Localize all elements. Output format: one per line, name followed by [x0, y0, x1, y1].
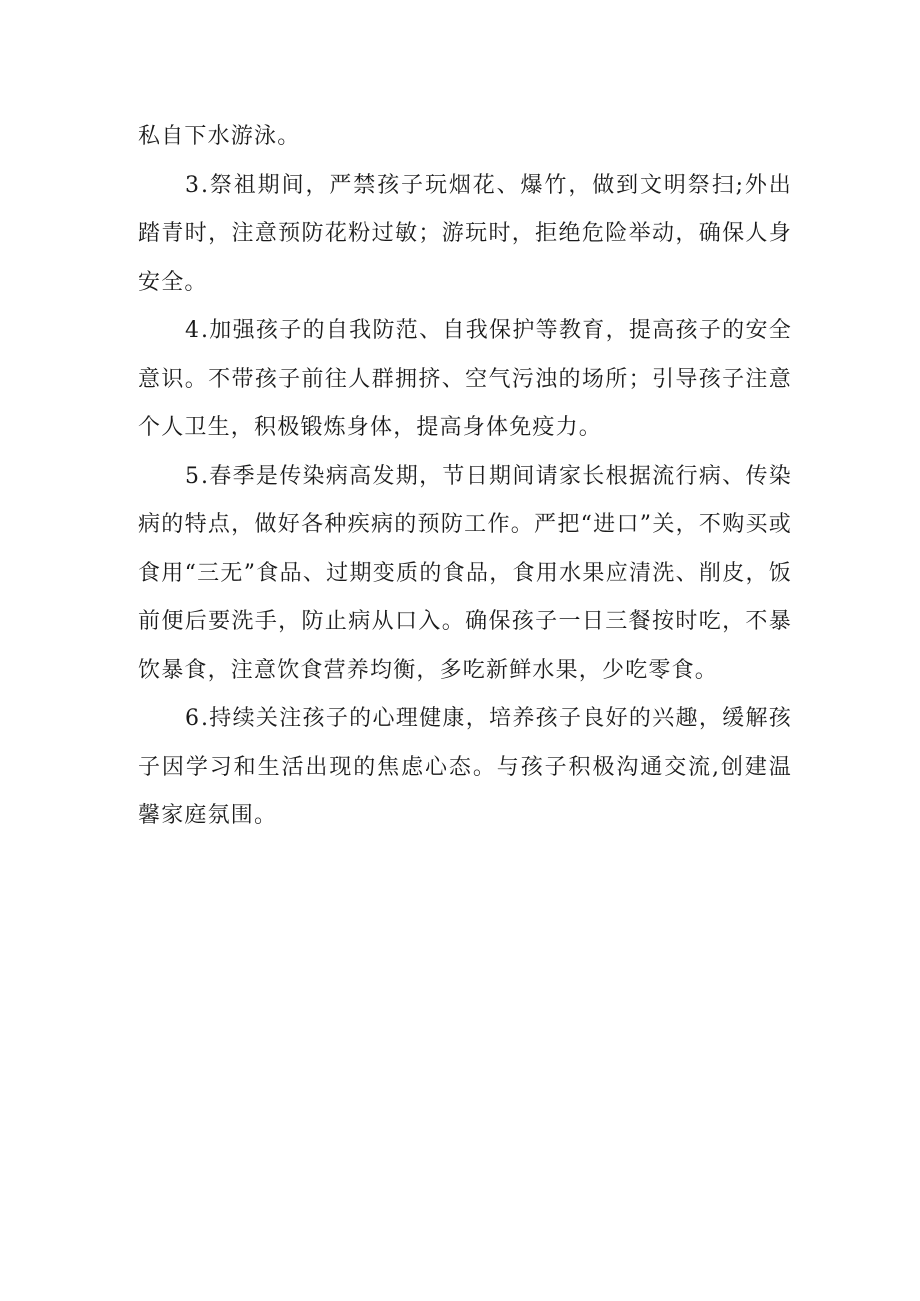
- item-number: 3: [185, 172, 201, 198]
- paragraph-text: .春季是传染病高发期，节日期间请家长根据流行病、传染病的特点，做好各种疾病的预防工作。严把“进口”关，不购买或食用“三无”食品、过期变质的食品，食用水果应清洗、削皮，饭前便后要洗手，防止病从口入。确保孩子一日三餐按时吃，不暴饮暴食，注意饮食营养均衡，多吃新鲜水果，少吃零食。: [138, 463, 792, 683]
- item-number: 6: [185, 706, 201, 731]
- document-body: [138, 113, 792, 841]
- paragraph-item-5: [138, 453, 792, 696]
- paragraph-text: .祭祖期间，严禁孩子玩烟花、爆竹，做到文明祭扫;外出踏青时，注意预防花粉过敏；游玩时，拒绝危险举动，确保人身安全。: [138, 172, 792, 295]
- paragraph-item-6: [138, 695, 792, 841]
- paragraph-item-4: [138, 307, 792, 453]
- paragraph-text: 私自下水游泳。: [138, 124, 301, 149]
- item-number: 5: [185, 463, 201, 489]
- item-number: 4: [185, 318, 201, 343]
- paragraph-text: .持续关注孩子的心理健康，培养孩子良好的兴趣，缓解孩子因学习和生活出现的焦虑心态。与孩子积极沟通交流,创建温馨家庭氛围。: [138, 706, 792, 828]
- paragraph-item-3: [138, 162, 792, 308]
- paragraph-text: .加强孩子的自我防范、自我保护等教育，提高孩子的安全意识。不带孩子前往人群拥挤、空气污浊的场所；引导孩子注意个人卫生，积极锻炼身体，提高身体免疫力。: [138, 318, 792, 440]
- paragraph-continuation: [138, 113, 792, 162]
